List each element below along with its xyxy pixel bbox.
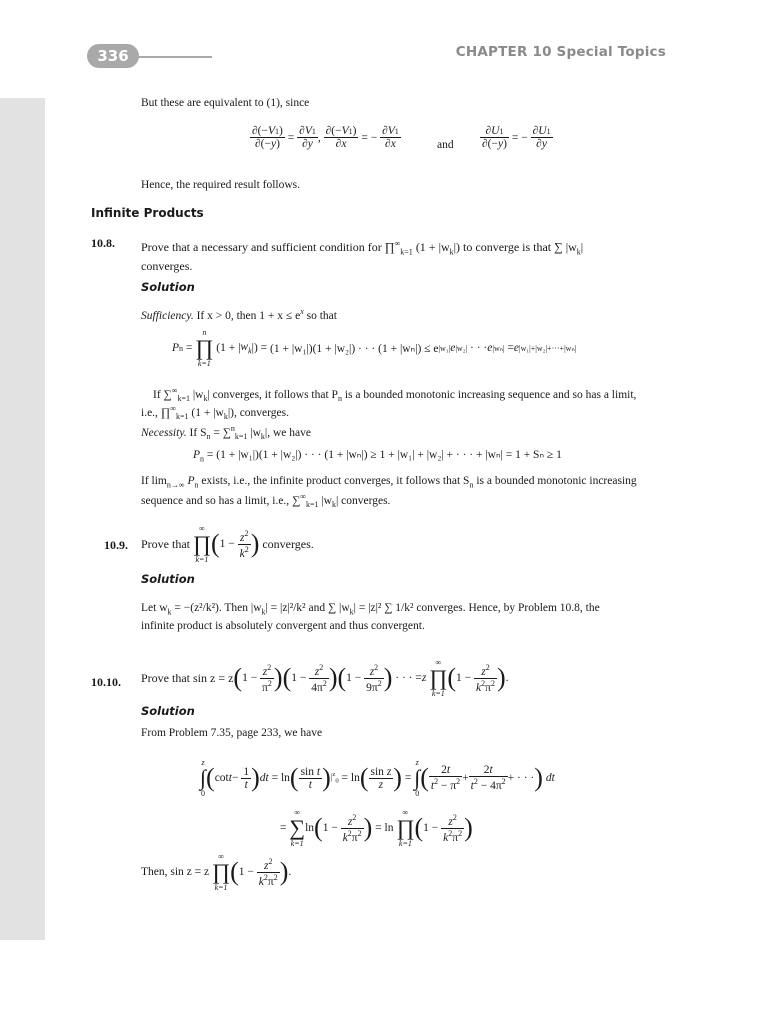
text-part: | = |z|²/k² and xyxy=(265,602,326,614)
solution-label-10-8: Solution xyxy=(141,280,195,294)
text-part: If lim xyxy=(141,475,167,487)
text-part: i.e., xyxy=(141,406,158,419)
ie-line: i.e., $\prod^\infty_{k=1}$ $(1 + |w_k|)$, converges. xyxy=(141,404,289,422)
text-part: If S xyxy=(189,426,207,439)
text-part: = −(z²/k²). Then |w xyxy=(174,602,262,614)
text-part: sequence and so has a limit, i.e., xyxy=(141,494,290,507)
text-part: 1/k² converges. Hence, by Problem 10.8, the xyxy=(395,602,600,614)
statement-part: |) to converge is that xyxy=(453,240,552,254)
sufficiency-end: so that xyxy=(306,309,337,322)
and-word: and xyxy=(437,139,454,151)
text-part: |w xyxy=(321,494,332,507)
lim-line: If $\lim_{n\to\infty} P_n$ exists, i.e., the infinite product converges, it follows that $S_n$ is a bounded monotonic increasing xyxy=(141,475,637,490)
text-part: |w xyxy=(192,388,204,401)
text-part: If xyxy=(153,388,161,401)
statement-part: converges. xyxy=(262,536,314,551)
sum-log-equation: = ∞ ∑ k=1 ln ( 1 − $\frac{z^2}{k^2\pi^2}$ ) = ln ∞ ∏ k=1 ( 1 − $\frac{z^2}{k^2\pi^2}$ ) xyxy=(280,808,473,848)
text-part: exists, i.e., the infinite product converges, it follows that S xyxy=(201,475,470,487)
solution-label-10-9: Solution xyxy=(141,572,195,586)
if-converges-line: If $\sum^\infty_{k=1}$ $|w_k|$ converges, it follows that $P_n$ is a bounded monotonic increasing sequence and so has a limit, xyxy=(153,386,637,404)
hence-text: Hence, the required result follows. xyxy=(141,179,301,191)
problem-10-9-statement: Prove that ∞ ∏ k=1 ( 1 − $\frac{z^2}{k^2}$ ) converges. xyxy=(141,524,314,564)
statement-part: Prove that xyxy=(141,536,190,551)
pn-product-equation: P n = n ∏ k=1 (1 + | $w_k$ |) = (1 + |w₁|)(1 + |w₂|) · · · (1 + |wₙ|) ≤ e |w₁| e |w₂| · · · e |wₙ| = e |w₁|+|w₂|+···+|wₙ| xyxy=(172,328,577,368)
chapter-heading: CHAPTER 10 Special Topics xyxy=(455,44,666,60)
statement-part: (1 + |w xyxy=(415,240,450,254)
statement-part: converges. xyxy=(141,259,193,274)
text-part: |w xyxy=(339,602,350,614)
problem-10-8-statement: Prove that a necessary and sufficient condition for $\prod^\infty_{k=1}$ $(1 + |w_k|)$ to converge is that ∑ $|w_k|$ converges. xyxy=(141,239,584,274)
header-rule xyxy=(138,56,212,58)
pn-ineq-text: = (1 + |w₁|)(1 + |w₂|) · · · (1 + |wₙ|) ≥ 1 + |w₁| + |w₂| + · · · + |wₙ| = 1 + Sₙ ≥ 1 xyxy=(206,449,562,461)
page-margin-band xyxy=(0,98,45,940)
section-title: Infinite Products xyxy=(91,206,204,220)
pn-eq-text: (1 + |w₁|)(1 + |w₂|) · · · (1 + |wₙ|) ≤ e xyxy=(270,343,439,355)
sequence-line: sequence and so has a limit, i.e., $\sum^\infty_{k=1}$ $|w_k|$ converges. xyxy=(141,492,391,510)
text-part: is a bounded monotonic increasing xyxy=(476,475,637,487)
solution-label-10-10: Solution xyxy=(141,704,195,718)
intro-equivalent-text: But these are equivalent to (1), since xyxy=(141,97,310,109)
sufficiency-text: If x > 0, then 1 + x ≤ e xyxy=(196,309,301,322)
necessity-line: Necessity. If $S_n = \sum^n_{k=1}$ $|w_k|$, we have xyxy=(141,424,311,442)
infinite-product-line: infinite product is absolutely convergent and thus convergent. xyxy=(141,620,425,632)
sufficiency-line: Sufficiency. If x > 0, then $1 + x \le e^x$ so that xyxy=(141,307,337,322)
then-sin-equation: Then, sin z = z ∞ ∏ k=1 ( 1 − $\frac{z^2}{k^2\pi^2}$ ) . xyxy=(141,852,292,892)
problem-number-10-8: 10.8. xyxy=(91,236,115,250)
pn-inequality: $P_n = (1 + |w_1|)(1 + |w_2|)$ · · · (1 + |wₙ|) ≥ 1 + |w₁| + |w₂| + · · · + |wₙ| = 1 + Sₙ ≥ 1 xyxy=(193,449,562,464)
from-problem-text: From Problem 7.35, page 233, we have xyxy=(141,727,323,739)
then-text: Then, sin z = z xyxy=(141,866,210,878)
statement-part: Prove that a necessary and sufficient condition for xyxy=(141,240,382,254)
problem-number-10-10: 10.10. xyxy=(91,675,121,689)
text-part: |w xyxy=(250,426,261,439)
text-part: | converges, it follows that P xyxy=(207,388,338,401)
page-number-badge: 336 xyxy=(87,44,139,68)
problem-number-10-9: 10.9. xyxy=(104,538,128,552)
statement-part: Prove that sin z = z xyxy=(141,670,234,685)
text-part: is a bounded monotonic increasing sequence and so has a limit, xyxy=(344,388,637,401)
text-part: |), converges. xyxy=(227,406,289,419)
text-part: | = |z|² xyxy=(353,602,382,614)
integral-equation: z ∫ 0 ( cot t − $\frac{1}{t}$ ) dt = ln ( $\frac{\text{sin t}}{t}$ ) $|^z_0$ = ln ( $\frac{\text{sin z}}{z}$ ) = z ∫ 0 ( $\frac{2t}{t^2 - \pi^2}$ + $\frac{2t}{t^2 - 4\pi^2}$ + · · · ) dt xyxy=(200,758,555,798)
intro-equation: $\frac{\partial(-V1)}{\partial(-y)}$ = $\frac{\partial V1}{\partial y}$ , $\frac{\partial(-V1)}{\partial x}$ = − $\frac{\partial V1}{\partial x}$ xyxy=(252,125,399,150)
text-part: |, we have xyxy=(264,426,311,439)
text-part: | converges. xyxy=(335,494,391,507)
intro-equation-u: $\frac{\partial U1}{\partial(-y)}$ = − $\frac{\partial U1}{\partial y}$ xyxy=(482,125,551,150)
sufficiency-label: Sufficiency. xyxy=(141,309,194,322)
necessity-label: Necessity. xyxy=(141,426,187,439)
problem-10-10-statement: Prove that sin z = z ( 1 − $\frac{z^2}{\pi^2}$ ) ( 1 − $\frac{z^2}{4\pi^2}$ ) ( 1 − $\frac{z^2}{9\pi^2}$ ) · · · = z ∞ ∏ k=1 ( 1 − $\frac{z^2}{k^2\pi^2}$ ) . xyxy=(141,658,509,698)
text-part: (1 + |w xyxy=(191,406,224,419)
text-part: Let w xyxy=(141,602,168,614)
let-wk-line: Let $w_k = -(z^2/k^2)$. Then $|w_k| = |z|^2/k^2$ and ∑ $|w_k| = |z|^2$ ∑ 1/k² converges. Hence, by Problem 10.8, the xyxy=(141,602,600,617)
